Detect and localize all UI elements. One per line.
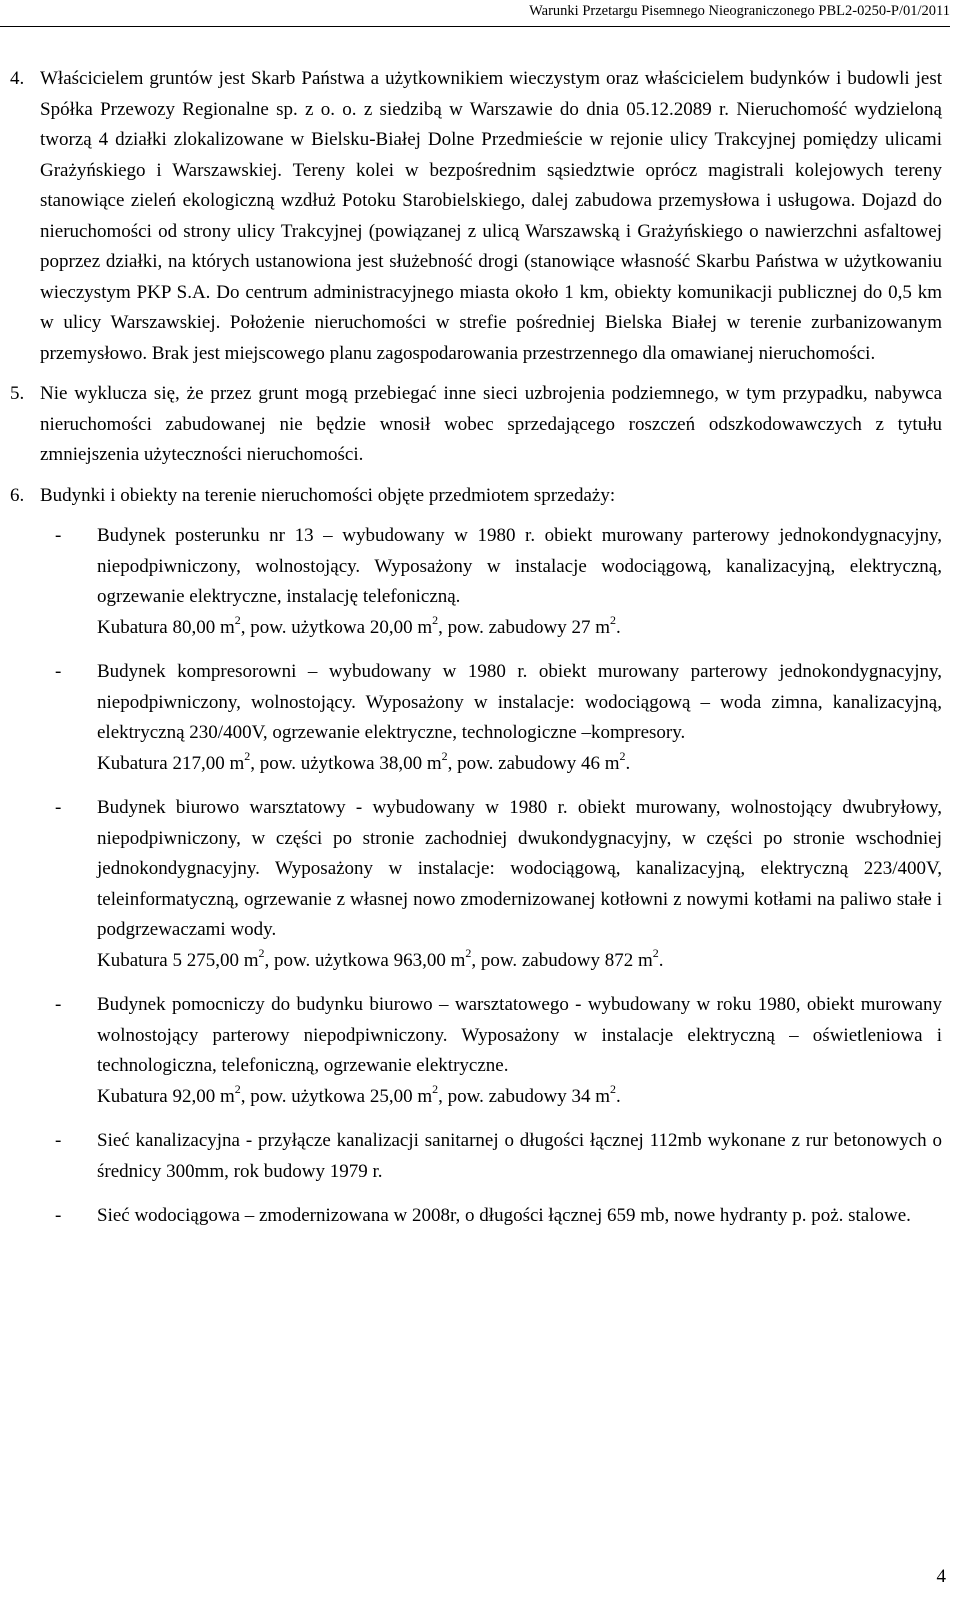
network-description: Sieć kanalizacyjna - przyłącze kanalizacji sanitarnej o długości łącznej 112mb wykonane z rur betonowych o średnicy 300mm, rok budowy 1979 r. [97,1130,942,1182]
section-text: Budynki i obiekty na terenie nieruchomości objęte przedmiotem sprzedaży: [40,484,616,506]
section-number: 5. [10,383,25,404]
section-4 [10,64,942,369]
network-item [10,1126,942,1187]
document-body [10,64,942,1246]
building-volume: Kubatura 80,00 $m^2$, pow. użytkowa 20,00 $m^2$, pow. zabudowy 27 $m^2$. [97,613,621,638]
page-number: 4 [936,1566,946,1587]
building-description: Budynek biurowo warsztatowy - wybudowany w 1980 r. obiekt murowany, wolnostojący dwubryłowy, niepodpiwniczony, w części po stronie zachodniej dwukondygnacyjny, w części po stronie wschodniej jednokondygnacyjny. Wyposażony w instalacje: wodociągową, kanalizacyjną, elektryczną 223/400V, teleinformatyczną, ogrzewanie z własnej nowo zmodernizowanej kotłowni z nowymi kotłami na paliwo stałe i podgrzewaczami wody. [97,797,942,940]
section-text: Właścicielem gruntów jest Skarb Państwa a użytkownikiem wieczystym oraz właścicielem budynków i budowli jest Spółka Przewozy Regionalne sp. z o. o. z siedzibą w Warszawie do dnia 05.12.2089 r. Nieruchomość wydzieloną tworzą 4 działki zlokalizowane w Bielsku-Białej Dolne Przedmieście w rejonie ulicy Trakcyjnej pomiędzy ulicami Grażyńskiego i Warszawskiej. Tereny kolei w bezpośrednim sąsiedztwie oprócz magistrali kolejowych tereny stanowiące zieleń ekologiczną wzdłuż Potoku Starobielskiego, dalej zabudowa przemysłowa i usługowa. Dojazd do nieruchomości od strony ulicy Trakcyjnej (powiązanej z ulicą Warszawską i Grażyńskiego o nawierzchni asfaltowej poprzez działki, na których ustanowiona jest służebność drogi (stanowiące własność Skarbu Państwa w użytkowaniu wieczystym PKP S.A. Do centrum administracyjnego miasta około 1 km, obiekty komunikacji publicznej do 0,5 km w ulicy Warszawskiej. Położenie nieruchomości w strefie pośredniej Bielska Białej w terenie zurbanizowanym przemysłowo. Brak jest miejscowego planu zagospodarowania przestrzennego dla omawianej nieruchomości. [40,68,942,364]
building-item [10,521,942,643]
list-dash: - [55,797,62,818]
building-volume: Kubatura 5 275,00 $m^2$, pow. użytkowa 963,00 $m^2$, pow. zabudowy 872 $m^2$. [97,946,664,971]
list-dash: - [55,1205,62,1226]
network-item [10,1201,942,1232]
building-item [10,990,942,1112]
list-dash: - [55,525,62,546]
section-number: 4. [10,68,25,89]
list-dash: - [55,994,62,1015]
section-text: Nie wyklucza się, że przez grunt mogą przebiegać inne sieci uzbrojenia podziemnego, w tym przypadku, nabywca nieruchomości zabudowanej nie będzie wnosił wobec sprzedającego roszczeń odszkodowawczych z tytułu zmniejszenia użyteczności nieruchomości. [40,383,942,465]
building-volume: Kubatura 92,00 $m^2$, pow. użytkowa 25,00 $m^2$, pow. zabudowy 34 $m^2$. [97,1082,621,1107]
section-number: 6. [10,484,25,506]
building-volume: Kubatura 217,00 $m^2$, pow. użytkowa 38,00 $m^2$, pow. zabudowy 46 $m^2$. [97,749,631,774]
list-dash: - [55,1130,62,1151]
section-5 [10,379,942,471]
building-item [10,793,942,976]
building-description: Budynek posterunku nr 13 – wybudowany w 1980 r. obiekt murowany parterowy jednokondygnacyjny, niepodpiwniczony, wolnostojący. Wyposażony w instalacje wodociągową, kanalizacyjną, elektryczną, ogrzewanie elektryczne, instalację telefoniczną. [97,525,942,607]
building-item [10,657,942,779]
page-header [0,0,950,27]
header-title: Warunki Przetargu Pisemnego Nieograniczonego PBL2-0250-P/01/2011 [529,3,950,19]
list-dash: - [55,661,62,682]
building-description: Budynek pomocniczy do budynku biurowo – warsztatowego - wybudowany w roku 1980, obiekt murowany wolnostojący parterowy niepodpiwniczony. Wyposażony w instalacje elektryczną – oświetleniowa i technologiczna, telefoniczną, ogrzewanie elektryczne. [97,994,942,1076]
building-description: Budynek kompresorowni – wybudowany w 1980 r. obiekt murowany parterowy jednokondygnacyjny, niepodpiwniczony, wolnostojący. Wyposażony w instalacje: wodociągową – woda zimna, kanalizacyjną, elektryczną 230/400V, ogrzewanie elektryczne, technologiczne –kompresory. [97,661,942,743]
network-description: Sieć wodociągowa – zmodernizowana w 2008r, o długości łącznej 659 mb, nowe hydranty p. poż. stalowe. [97,1205,911,1226]
section-6 [10,481,942,512]
